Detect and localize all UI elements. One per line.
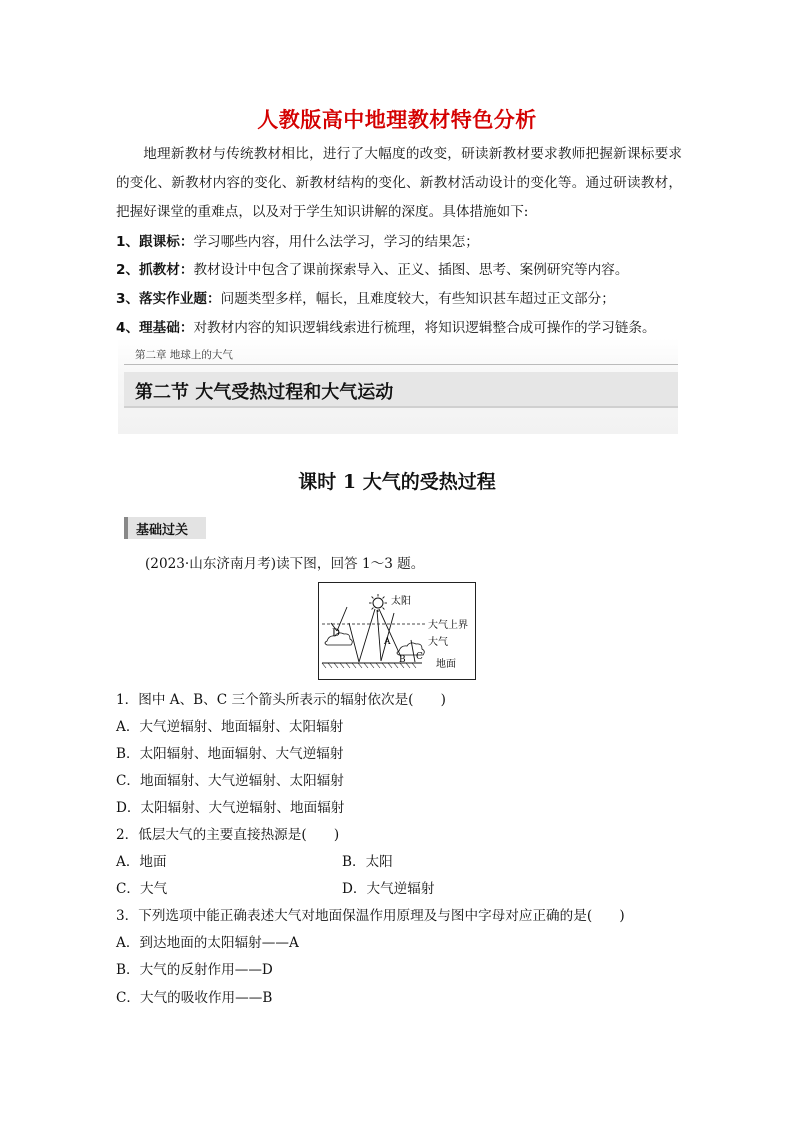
heating-diagram bbox=[318, 582, 476, 680]
measure-item-3 bbox=[116, 289, 686, 309]
question-2-option-c[interactable]: C．大气 bbox=[116, 881, 168, 897]
label-b: B bbox=[399, 655, 406, 665]
section-title: 第二节 大气受热过程和大气运动 bbox=[135, 382, 394, 403]
measure-text: 教材设计中包含了课前探索导入、正义、插图、思考、案例研究等内容。 bbox=[193, 262, 629, 278]
question-2-option-a[interactable]: A．地面 bbox=[116, 854, 167, 870]
question-1-option-a[interactable]: A．大气逆辐射、地面辐射、太阳辐射 bbox=[116, 719, 344, 735]
sun-icon bbox=[369, 594, 387, 612]
label-atmosphere: 大气 bbox=[428, 637, 448, 648]
question-3-stem: 3．下列选项中能正确表述大气对地面保温作用原理及与图中字母对应正确的是( ) bbox=[116, 908, 625, 924]
question-source: (2023·山东济南月考)读下图，回答 1～3 题。 bbox=[145, 556, 425, 572]
question-2-option-b[interactable]: B．太阳 bbox=[342, 854, 393, 870]
measure-item-1 bbox=[116, 232, 686, 252]
label-sun: 太阳 bbox=[391, 596, 411, 607]
label-upper-boundary: 大气上界 bbox=[428, 620, 468, 631]
page-title: 人教版高中地理教材特色分析 bbox=[257, 108, 537, 132]
lesson-title: 课时 1 大气的受热过程 bbox=[298, 471, 496, 493]
measure-text: 学习哪些内容，用什么法学习，学习的结果怎； bbox=[193, 234, 479, 250]
question-1-stem: 1．图中 A、B、C 三个箭头所表示的辐射依次是( ) bbox=[116, 692, 446, 708]
ground-surface bbox=[322, 663, 422, 668]
heating-diagram-svg bbox=[319, 583, 475, 679]
intro-paragraph bbox=[116, 140, 682, 227]
measure-item-4 bbox=[116, 318, 686, 338]
label-c: C bbox=[416, 652, 423, 662]
question-3-option-b[interactable]: B．大气的反射作用——D bbox=[116, 962, 273, 978]
question-3-option-c[interactable]: C．大气的吸收作用——B bbox=[116, 990, 273, 1006]
section-tag-label: 基础过关 bbox=[136, 523, 189, 538]
question-1-option-d[interactable]: D．太阳辐射、大气逆辐射、地面辐射 bbox=[116, 800, 345, 816]
measure-label: 1、跟课标： bbox=[116, 234, 194, 250]
intro-text: 地理新教材与传统教材相比，进行了大幅度的改变，研读新教材要求教师把握新课标要求的变化、新教材内容的变化、新教材结构的变化、新教材活动设计的变化等。通过研读教材，把握好课堂的重难点，以及对于学生知识讲解的深度。具体措施如下: bbox=[116, 146, 682, 220]
chapter-divider bbox=[124, 364, 678, 365]
question-2-option-d[interactable]: D．大气逆辐射 bbox=[342, 881, 435, 897]
label-ground: 地面 bbox=[436, 659, 456, 670]
question-1-option-b[interactable]: B．太阳辐射、地面辐射、大气逆辐射 bbox=[116, 746, 344, 762]
measure-label: 3、落实作业题： bbox=[116, 291, 221, 307]
measure-text: 问题类型多样，幅长，且难度较大，有些知识甚车超过正文部分； bbox=[220, 291, 615, 307]
radiation-arrows bbox=[331, 607, 415, 662]
question-1-option-c[interactable]: C．地面辐射、大气逆辐射、太阳辐射 bbox=[116, 773, 344, 789]
measure-label: 2、抓教材： bbox=[116, 262, 194, 278]
measure-label: 4、理基础： bbox=[116, 320, 194, 336]
measure-item-2 bbox=[116, 260, 686, 280]
chapter-label: 第二章 地球上的大气 bbox=[135, 349, 233, 361]
measure-text: 对教材内容的知识逻辑线索进行梳理，将知识逻辑整合成可操作的学习链条。 bbox=[193, 320, 656, 336]
label-a: A bbox=[384, 637, 391, 647]
question-2-stem: 2．低层大气的主要直接热源是( ) bbox=[116, 827, 340, 843]
question-3-option-a[interactable]: A．到达地面的太阳辐射——A bbox=[116, 935, 299, 951]
label-d: D bbox=[332, 628, 341, 639]
